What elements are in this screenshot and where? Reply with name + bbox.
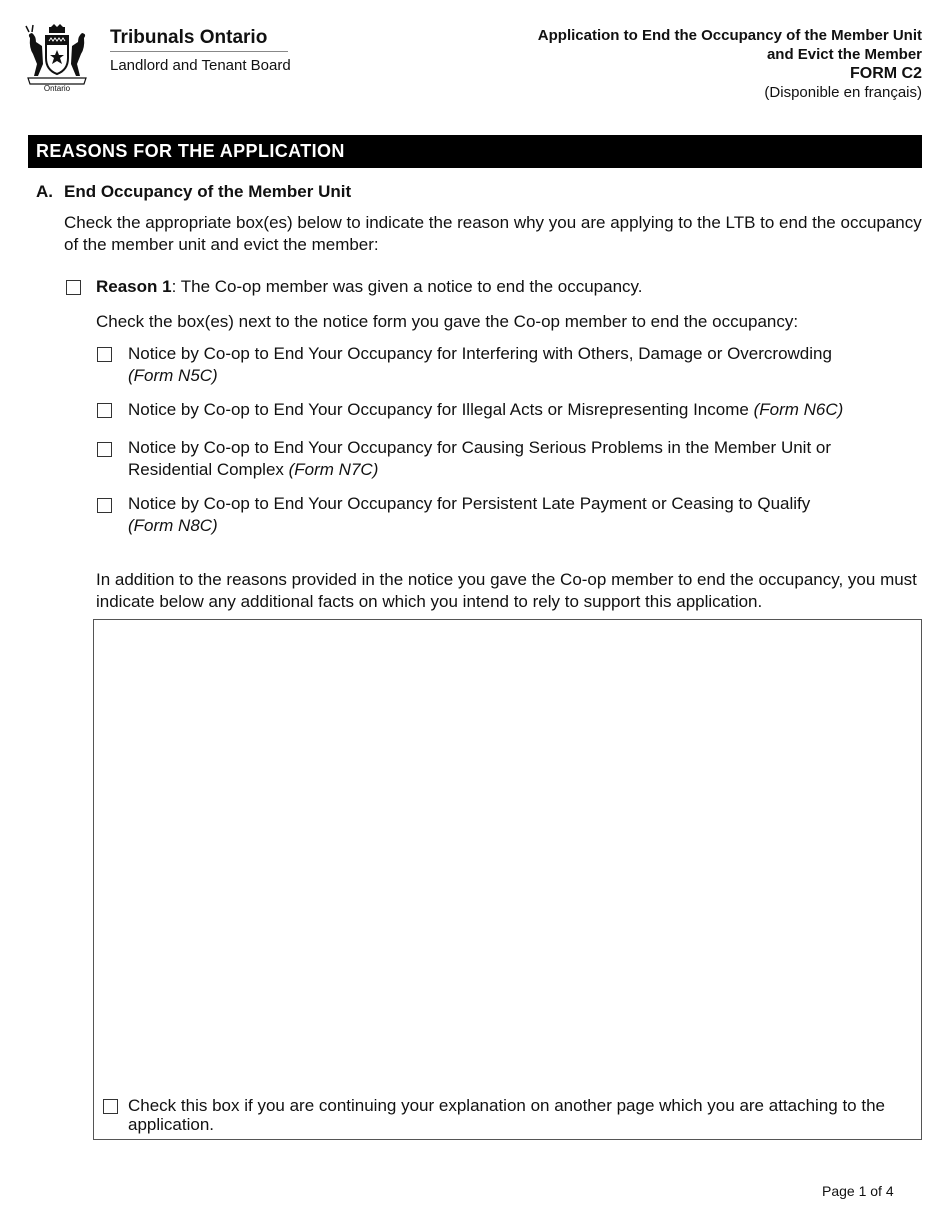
ontario-coat-of-arms-logo [24, 24, 90, 92]
reason-1-text [96, 276, 916, 298]
form-title-block [462, 26, 922, 102]
notice-n6c-form: (Form N6C) [753, 400, 844, 419]
reason-1-checkbox[interactable] [66, 280, 81, 295]
organization-name: Tribunals Ontario [110, 27, 268, 48]
form-title-line-2: and Evict the Member [766, 46, 922, 63]
coat-of-arms-icon [24, 24, 90, 92]
section-intro: Check the appropriate box(es) below to indicate the reason why you are applying to the LTB to end the occupancy of the member unit and evict the member: [64, 213, 922, 254]
notice-n8c-checkbox[interactable] [97, 498, 112, 513]
continue-on-another-page-checkbox[interactable] [103, 1099, 118, 1114]
form-title-line-1: Application to End the Occupancy of the Member Unit [537, 27, 922, 44]
reason-1-description: : The Co-op member was given a notice to end the occupancy. [171, 277, 643, 296]
form-code: FORM C2 [850, 65, 922, 82]
notice-n6c-label [128, 399, 928, 421]
notice-n5c-text: Notice by Co-op to End Your Occupancy for Interfering with Others, Damage or Overcrowding [128, 344, 832, 363]
french-availability-note: (Disponible en français) [764, 84, 922, 101]
notice-n6c-checkbox[interactable] [97, 403, 112, 418]
organization-divider [110, 51, 288, 52]
notice-n7c-checkbox[interactable] [97, 442, 112, 457]
section-heading [36, 182, 351, 202]
notice-n6c-text: Notice by Co-op to End Your Occupancy for Illegal Acts or Misrepresenting Income [128, 400, 749, 419]
notice-n7c-text: Notice by Co-op to End Your Occupancy for Causing Serious Problems in the Member Unit or Residential Complex [128, 438, 832, 479]
additional-facts-prompt: In addition to the reasons provided in the notice you gave the Co-op member to end the occupancy, you must indicate below any additional facts on which you intend to rely to support this application. [96, 570, 917, 611]
section-title: End Occupancy of the Member Unit [64, 182, 352, 201]
page-number: Page 1 of 4 [822, 1183, 894, 1199]
notice-n5c-checkbox[interactable] [97, 347, 112, 362]
notice-n7c-form: (Form N7C) [288, 460, 379, 479]
reason-1-label: Reason 1 [96, 277, 172, 296]
notice-n8c-label [128, 493, 918, 537]
logo-caption: Ontario [43, 84, 71, 92]
notice-n5c-form: (Form N5C) [128, 366, 218, 385]
notice-prompt: Check the box(es) next to the notice form you gave the Co-op member to end the occupancy: [96, 312, 799, 331]
additional-facts-textarea[interactable] [93, 619, 922, 1140]
notice-n8c-text: Notice by Co-op to End Your Occupancy for Persistent Late Payment or Ceasing to Qualify [128, 494, 811, 513]
section-letter: A. [36, 182, 53, 201]
section-banner: REASONS FOR THE APPLICATION [28, 135, 922, 168]
notice-n8c-form: (Form N8C) [128, 516, 218, 535]
notice-n5c-label [128, 343, 918, 387]
continue-on-another-page-label: Check this box if you are continuing your explanation on another page which you are attaching to the application. [128, 1096, 885, 1134]
notice-n7c-label [128, 437, 918, 481]
organization-subtitle: Landlord and Tenant Board [110, 57, 291, 74]
